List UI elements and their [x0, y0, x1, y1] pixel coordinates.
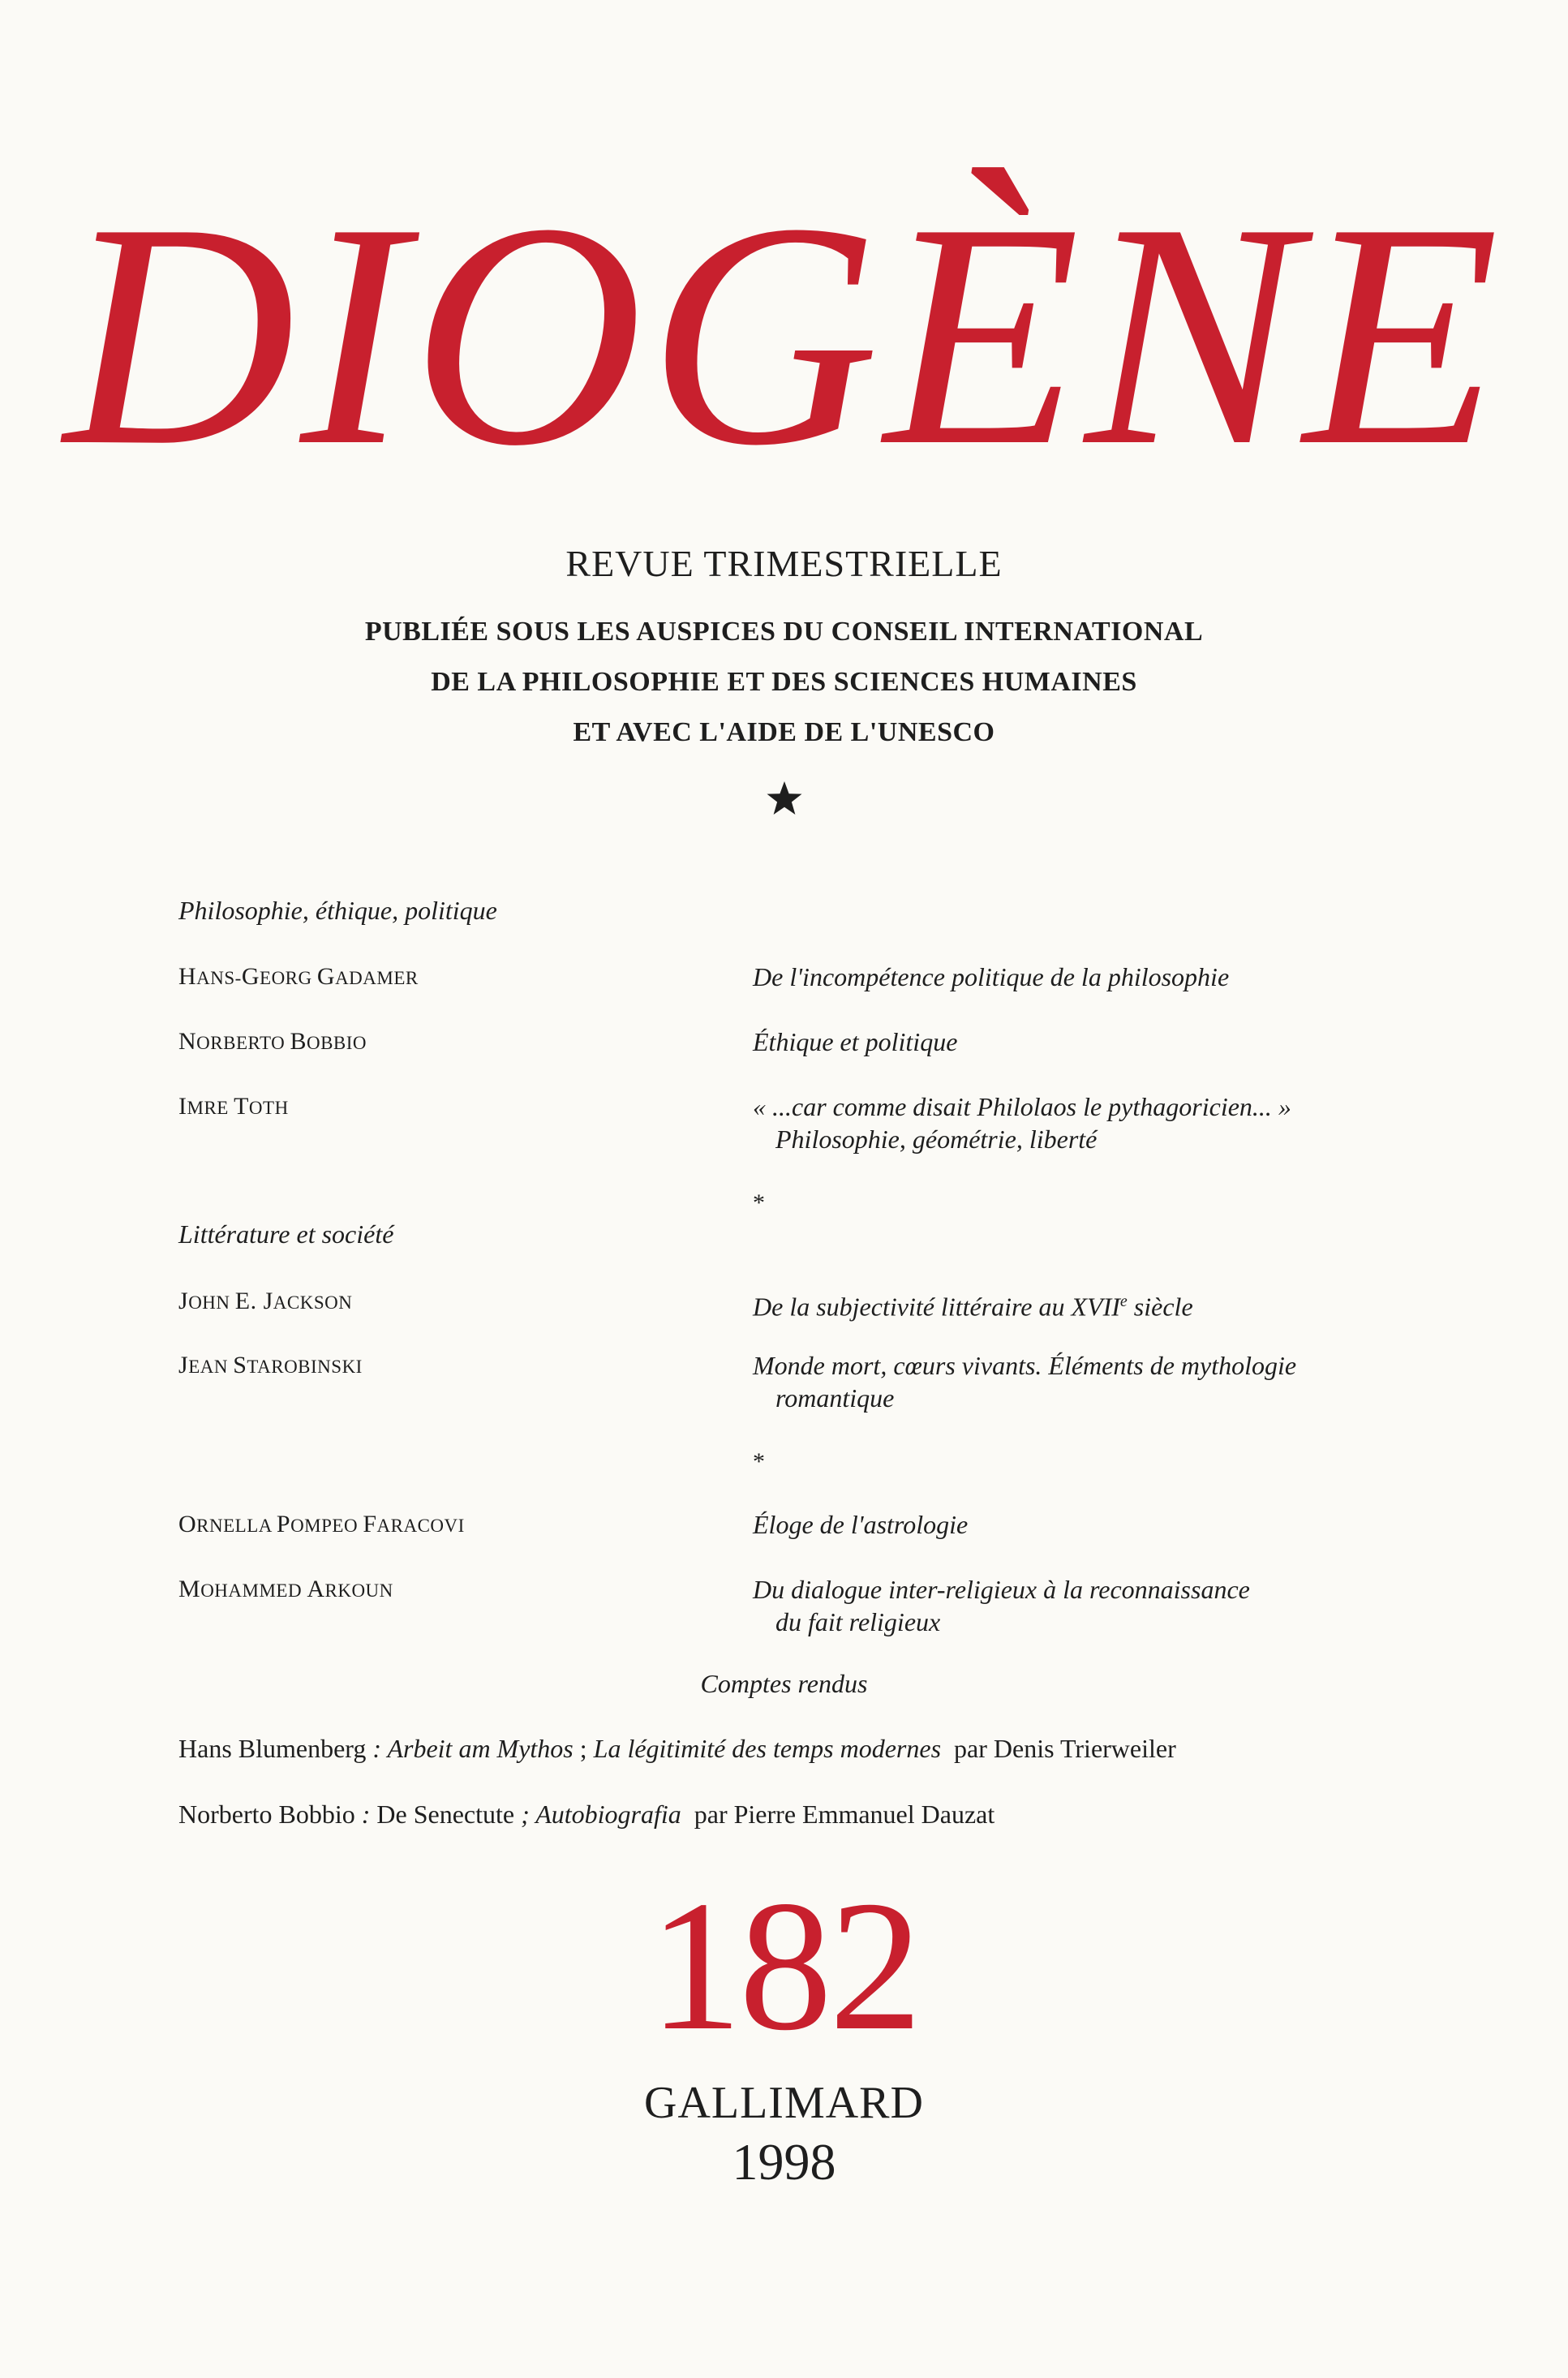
article-title-starobinski: Monde mort, cœurs vivants. Éléments de mythologie romantique [753, 1351, 1297, 1413]
publication-year: 1998 [732, 2133, 836, 2191]
author-gadamer: HANS-GEORG GADAMER [178, 963, 419, 990]
section-heading-philosophy: Philosophie, éthique, politique [178, 896, 497, 925]
article-title-jackson: De la subjectivité littéraire au XVIIe siècle [753, 1292, 1193, 1322]
author-toth: IMRE TOTH [178, 1093, 289, 1120]
auspices-line-2: DE LA PHILOSOPHIE ET DES SCIENCES HUMAINES [431, 667, 1137, 697]
journal-subtitle: REVUE TRIMESTRIELLE [565, 543, 1003, 584]
publisher-name: GALLIMARD [644, 2078, 924, 2128]
review-blumenberg: Hans Blumenberg : Arbeit am Mythos ; La légitimité des temps modernes par Denis Trierweiler [178, 1734, 1176, 1763]
section-divider-1: * [753, 1189, 765, 1216]
auspices-line-3: ET AVEC L'AIDE DE L'UNESCO [573, 717, 995, 747]
article-title-arkoun: Du dialogue inter-religieux à la reconnaissance du fait religieux [753, 1575, 1250, 1636]
review-bobbio: Norberto Bobbio : De Senectute ; Autobiografia par Pierre Emmanuel Dauzat [178, 1800, 995, 1829]
section-heading-literature: Littérature et société [178, 1219, 394, 1249]
article-title-gadamer: De l'incompétence politique de la philosophie [753, 962, 1230, 991]
journal-title: DIOGÈNE [63, 157, 1505, 512]
author-arkoun: MOHAMMED ARKOUN [178, 1576, 393, 1602]
issue-number: 182 [649, 1862, 919, 2069]
author-jackson: JOHN E. JACKSON [178, 1288, 353, 1314]
reviews-heading: Comptes rendus [700, 1669, 868, 1698]
author-starobinski: JEAN STAROBINSKI [178, 1352, 363, 1378]
article-title-toth: « ...car comme disait Philolaos le pythagoricien... » Philosophie, géométrie, liberté [753, 1092, 1291, 1154]
auspices-line-1: PUBLIÉE SOUS LES AUSPICES DU CONSEIL INTERNATIONAL [364, 617, 1204, 647]
article-title-faracovi: Éloge de l'astrologie [753, 1510, 969, 1539]
section-divider-2: * [753, 1448, 765, 1475]
article-title-bobbio: Éthique et politique [753, 1027, 958, 1056]
star-icon [765, 779, 804, 818]
author-faracovi: ORNELLA POMPEO FARACOVI [178, 1511, 465, 1537]
author-bobbio: NORBERTO BOBBIO [178, 1028, 367, 1055]
